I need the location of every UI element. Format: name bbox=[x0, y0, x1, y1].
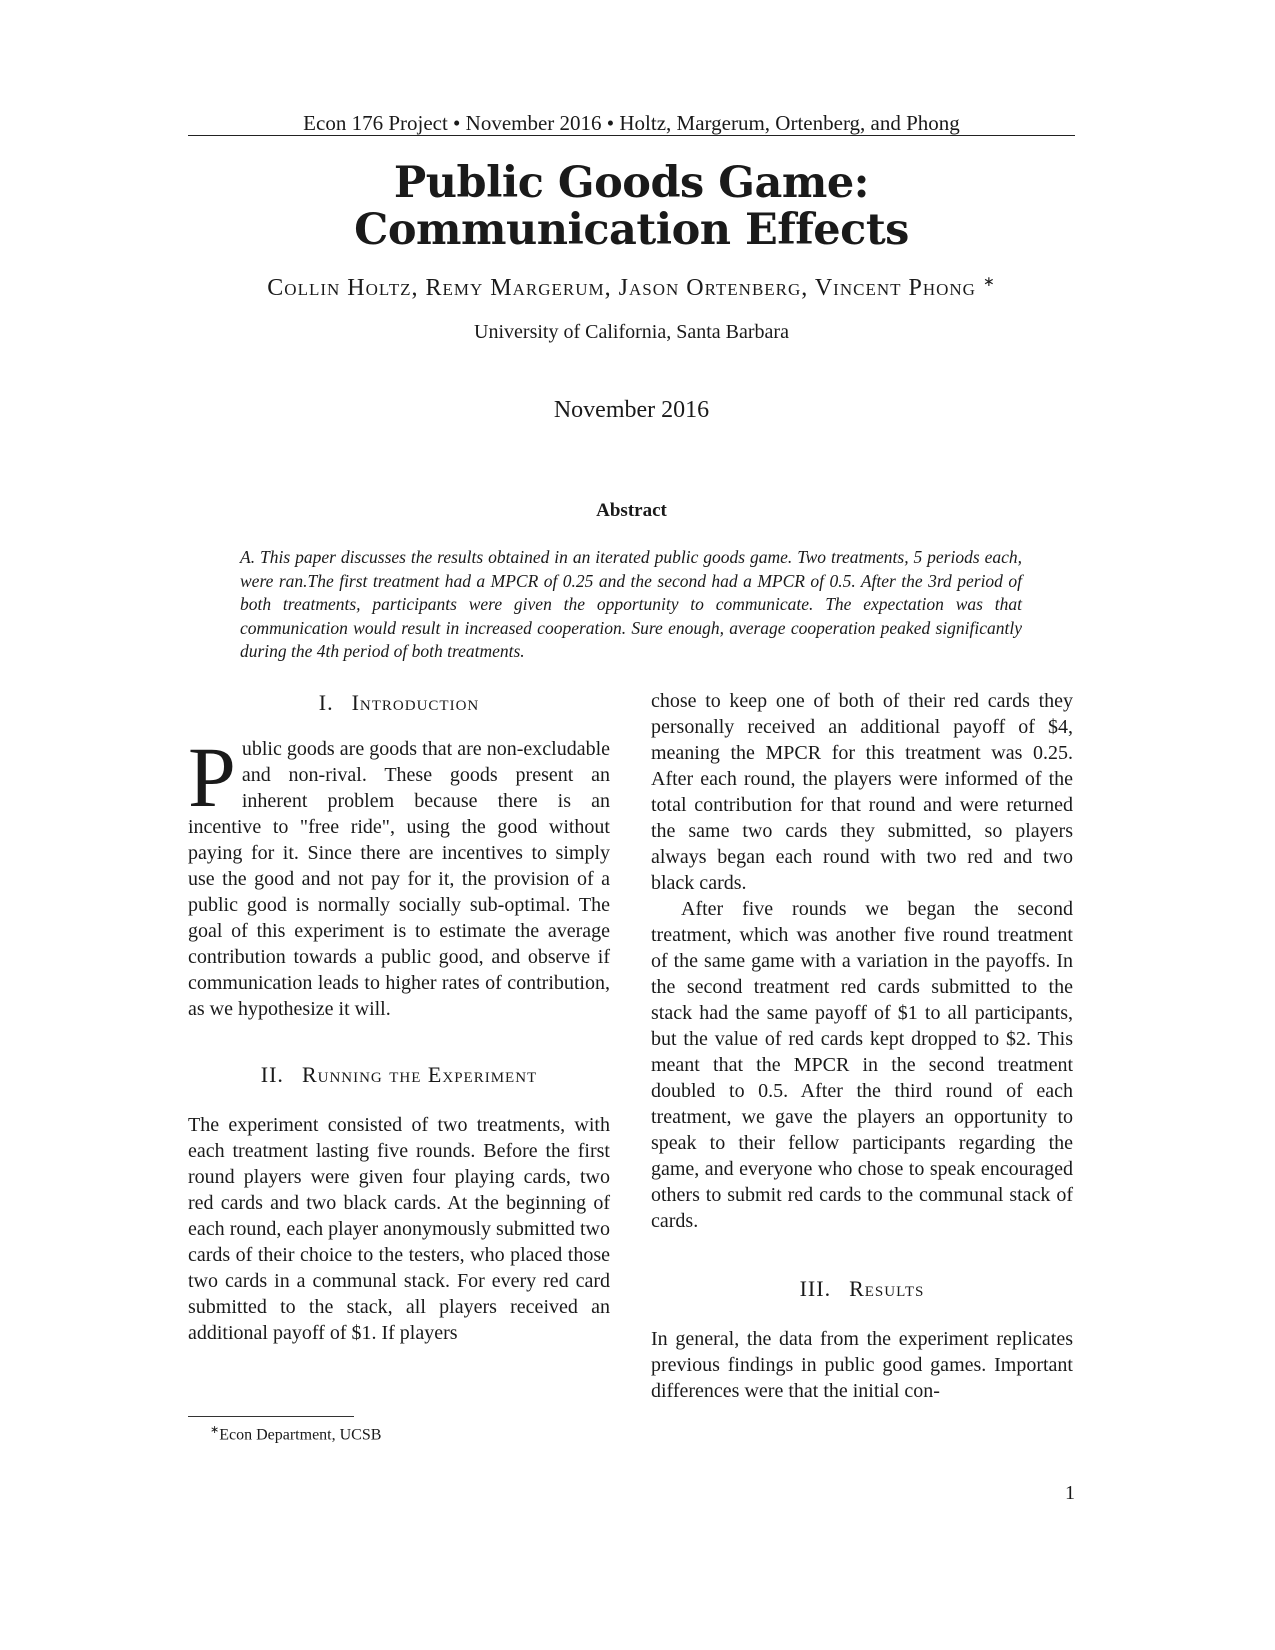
author-footnote-mark: ∗ bbox=[982, 275, 996, 290]
section-heading-introduction bbox=[188, 688, 610, 718]
footnote bbox=[210, 1423, 381, 1444]
results-paragraph: In general, the data from the experiment replicates previous findings in public good games. Important differences were that the initial con- bbox=[651, 1328, 1073, 1402]
title-line-1: Public Goods Game: bbox=[393, 158, 870, 208]
section-heading-experiment bbox=[188, 1060, 610, 1090]
section-number: I. bbox=[318, 690, 334, 715]
introduction-text: ublic goods are goods that are non-excludable and non-rival. These goods present an inherent problem because there is an incentive to "free ride", using the good without paying for it. Since there are incentives to simply use the good and not pay for it, the provision of a public good is normally socially sub-optimal. The goal of this experiment is to estimate the average contribution towards a public good, and observe if communication leads to higher rates of contribution, as we hypothesize it will. bbox=[188, 738, 610, 1020]
experiment-paragraph-1-continued: chose to keep one of both of their red cards they personally received an additional payoff of $4, meaning the MPCR for this treatment was 0.25. After each round, the players were informed of the total contribution for that round and were returned the same two cards they submitted, so players always began each round with two red and two black cards. bbox=[651, 690, 1073, 894]
page-number: 1 bbox=[1065, 1482, 1075, 1504]
drop-cap: P bbox=[188, 729, 236, 825]
left-column bbox=[188, 688, 610, 1346]
section-number: II. bbox=[260, 1062, 284, 1087]
right-column bbox=[651, 688, 1073, 1404]
section-title: Introduction bbox=[351, 690, 480, 715]
abstract-heading: Abstract bbox=[596, 500, 667, 521]
experiment-paragraph-1: The experiment consisted of two treatments, with each treatment lasting five rounds. Before the first round players were given four playing cards, two red cards and two black cards. At the beginning of each round, each player anonymously submitted two cards of their choice to the testers, who placed those two cards in a communal stack. For every red card submitted to the stack, all players received an additional payoff of $1. If players bbox=[188, 1114, 610, 1344]
footnote-text: Econ Department, UCSB bbox=[219, 1426, 382, 1444]
section-title: Running the Experiment bbox=[301, 1062, 538, 1087]
paper-title bbox=[188, 160, 1075, 254]
section-title: Results bbox=[849, 1276, 925, 1301]
footnote-mark: ∗ bbox=[210, 1424, 220, 1436]
publication-date: November 2016 bbox=[553, 397, 710, 423]
title-line-2: Communication Effects bbox=[354, 205, 909, 255]
section-heading-results bbox=[651, 1274, 1073, 1304]
section-number: III. bbox=[799, 1276, 832, 1301]
author-names: Collin Holtz, Remy Margerum, Jason Ortenberg, Vincent Phong bbox=[267, 275, 976, 301]
affiliation: University of California, Santa Barbara bbox=[474, 321, 789, 343]
running-head: Econ 176 Project • November 2016 • Holtz, Margerum, Ortenberg, and Phong bbox=[303, 111, 960, 135]
footnote-rule bbox=[188, 1416, 354, 1417]
abstract-text: A. This paper discusses the results obtained in an iterated public goods game. Two treatments, 5 periods each, were ran.The first treatment had a MPCR of 0.25 and the second had a MPCR of 0.5. After the 3rd period of both treatments, participants were given the opportunity to communicate. The expectation was that communication would result in increased cooperation. Sure enough, average cooperation peaked significantly during the 4th period of both treatments. bbox=[240, 547, 1022, 661]
introduction-paragraph bbox=[188, 729, 610, 1022]
header-rule bbox=[188, 135, 1075, 136]
author-list bbox=[188, 274, 1075, 302]
experiment-paragraph-2: After five rounds we began the second treatment, which was another five round treatment of the same game with a variation in the payoffs. In the second treatment red cards submitted to the stack had the same payoff of $1 to all participants, but the value of red cards kept dropped to $2. This meant that the MPCR in the second treatment doubled to 0.5. After the third round of each treatment, we gave the players an opportunity to speak to their fellow participants regarding the game, and everyone who chose to speak encouraged others to submit red cards to the communal stack of cards. bbox=[651, 898, 1073, 1232]
